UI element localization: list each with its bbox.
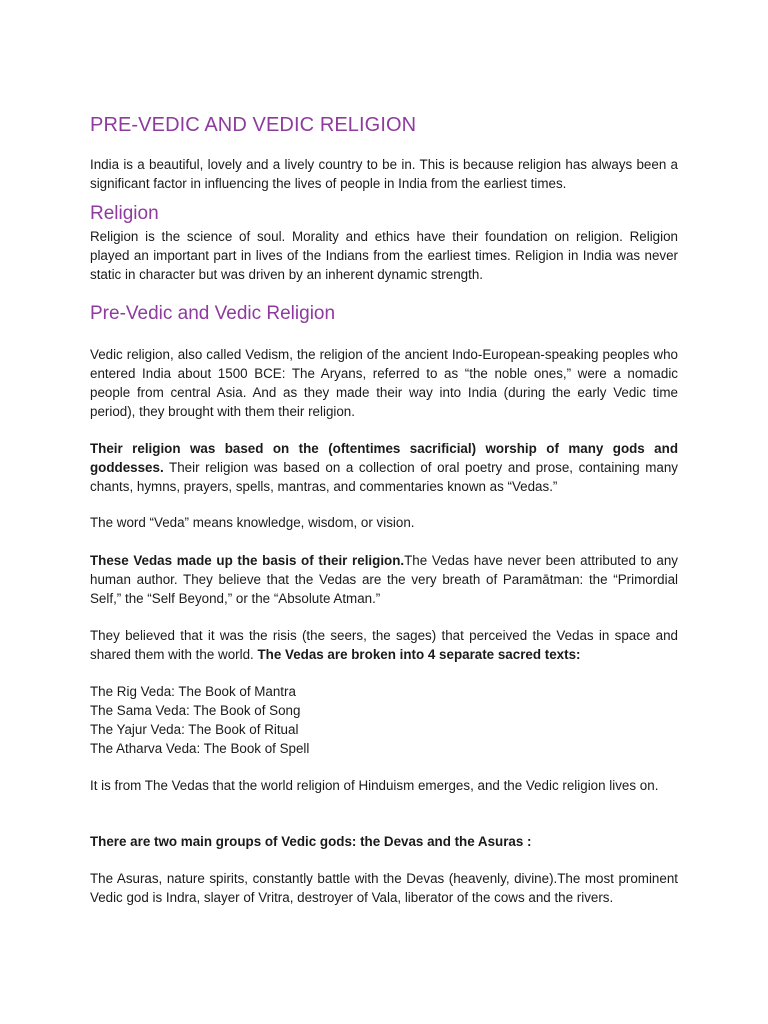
list-item: The Yajur Veda: The Book of Ritual (90, 722, 299, 737)
risis-paragraph-rest: They believed that it was the risis (the seers, the sages) that perceived the Vedas in space and shared them with the world. (90, 628, 678, 662)
vedas-basis-paragraph (90, 551, 678, 608)
groups-heading: There are two main groups of Vedic gods: the Devas and the Asuras : (90, 834, 532, 849)
vedas-list (90, 682, 678, 758)
veda-meaning-paragraph: The word “Veda” means knowledge, wisdom, or vision. (90, 515, 415, 530)
list-item: The Atharva Veda: The Book of Spell (90, 741, 310, 756)
vedic-paragraph-2 (90, 439, 678, 496)
vedas-basis-rest: The Vedas have never been attributed to any human author. They believe that the Vedas are the very breath of Paramātman: the “Primordial Self,” the “Self Beyond,” or the “Absolute Atman.” (90, 553, 678, 606)
document-title: PRE-VEDIC AND VEDIC RELIGION (90, 114, 417, 136)
vedas-basis-bold: These Vedas made up the basis of their religion. (90, 553, 405, 568)
risis-paragraph-bold: The Vedas are broken into 4 separate sacred texts: (257, 647, 581, 662)
vedic-paragraph-1: Vedic religion, also called Vedism, the religion of the ancient Indo-European-speaking peoples who entered India about 1500 BCE: The Aryans, referred to as “the noble ones,” were a nomadic people from central Asia. And as they made their way into India (during the early Vedic time period), they brought with them their religion. (90, 347, 678, 419)
hinduism-paragraph: It is from The Vedas that the world religion of Hinduism emerges, and the Vedic religion lives on. (90, 778, 659, 793)
risis-paragraph (90, 626, 678, 664)
vedic-paragraph-2-rest: Their religion was based on a collection of oral poetry and prose, containing many chants, hymns, prayers, spells, mantras, and commentaries known as “Vedas.” (90, 460, 678, 494)
religion-paragraph: Religion is the science of soul. Morality and ethics have their foundation on religion. Religion played an important part in lives of the Indians from the earliest times. Religion in India was never static in character but was driven by an inherent dynamic strength. (90, 229, 678, 282)
religion-heading: Religion (90, 203, 159, 224)
asuras-paragraph: The Asuras, nature spirits, constantly battle with the Devas (heavenly, divine).The most prominent Vedic god is Indra, slayer of Vritra, destroyer of Vala, liberator of the cows and the rivers. (90, 871, 678, 905)
intro-paragraph: India is a beautiful, lovely and a lively country to be in. This is because religion has always been a significant factor in influencing the lives of people in India from the earliest times. (90, 157, 678, 191)
vedic-paragraph-2-bold: Their religion was based on the (oftentimes sacrificial) worship of many gods and goddesses. (90, 441, 678, 475)
list-item: The Rig Veda: The Book of Mantra (90, 684, 296, 699)
vedic-heading: Pre-Vedic and Vedic Religion (90, 303, 336, 324)
list-item: The Sama Veda: The Book of Song (90, 703, 301, 718)
